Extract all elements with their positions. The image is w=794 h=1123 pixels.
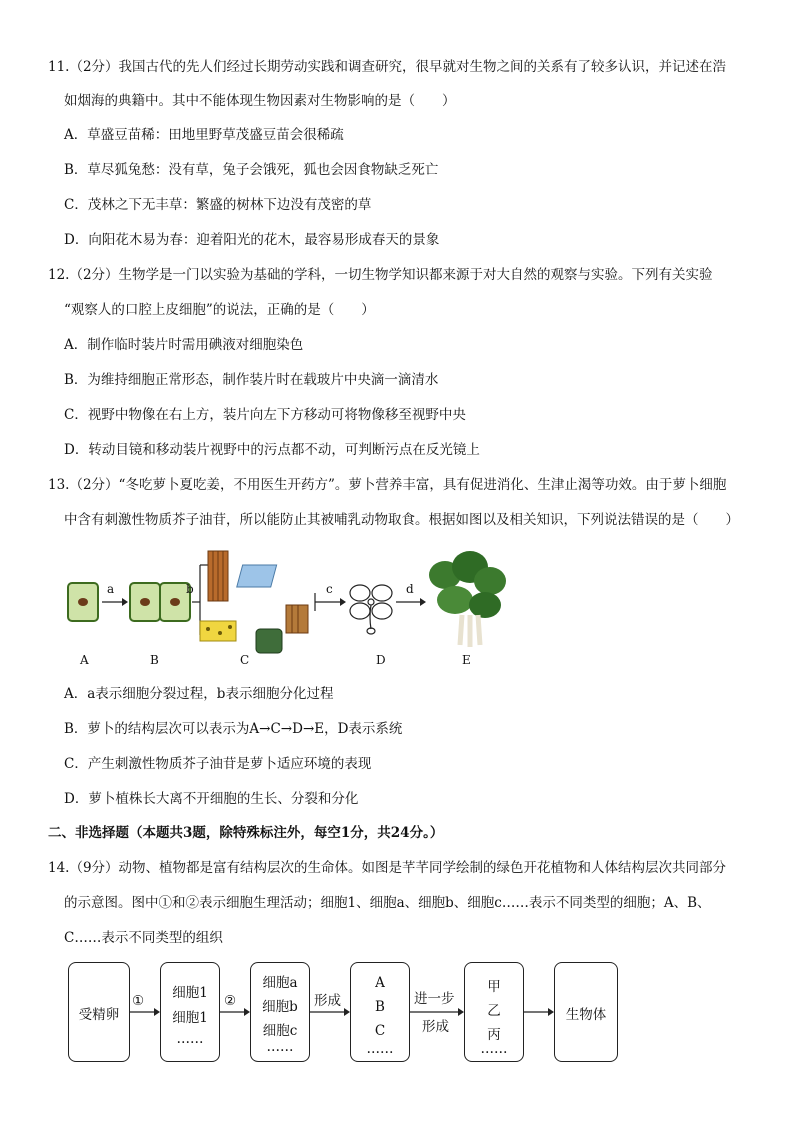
q11-option-a: A．草盛豆苗稀：田地里野草茂盛豆苗会很稀疏 <box>64 127 344 143</box>
q12-stem-line1: 12.（2分）生物学是一门以实验为基础的学科，一切生物学知识都来源于对大自然的观察与实验。下列有关实验 <box>48 267 713 283</box>
box-cells-abc-line2: 细胞b <box>262 999 298 1015</box>
figure-label-e: E <box>462 653 471 667</box>
figure-label-d: D <box>376 653 386 667</box>
flower-d-illustration <box>350 585 392 634</box>
q12-stem-line2: “观察人的口腔上皮细胞”的说法，正确的是（ ） <box>64 302 375 318</box>
cell-b-illustration <box>130 583 190 621</box>
arrow-2-label: ② <box>224 993 237 1009</box>
arrow-1-label: ① <box>132 993 145 1009</box>
box-organs-line1: 甲 <box>487 979 501 995</box>
cell-a-illustration <box>68 583 98 621</box>
q13-option-d: D．萝卜植株长大离不开细胞的生长、分裂和分化 <box>64 791 359 807</box>
diagram-arrows <box>66 960 626 1070</box>
q11-stem-line1: 11.（2分）我国古代的先人们经过长期劳动实践和调查研究，很早就对生物之间的关系有了较多认识，并记述在浩 <box>48 59 727 75</box>
arrow-a-head <box>122 598 128 606</box>
box-cells-abc-line3: 细胞c <box>262 1023 298 1039</box>
q12-option-b: B．为维持细胞正常形态，制作装片时在载玻片中央滴一滴清水 <box>64 372 439 388</box>
box-tissues-line4: …… <box>366 1041 394 1057</box>
figure-label-b: B <box>150 653 159 667</box>
box-fertilized-egg <box>68 962 130 1062</box>
box-organism-label: 生物体 <box>565 1007 607 1023</box>
q14-stem-line2: 的示意图。图中①和②表示细胞生理活动；细胞1、细胞a、细胞b、细胞c……表示不同类型的细胞；A、B、 <box>64 895 711 911</box>
q13-stem-line2: 中含有刺激性物质芥子油苷，所以能防止其被哺乳动物取食。根据如图以及相关知识，下列说法错误的是（ ） <box>64 512 739 528</box>
box-organs-line3: 丙 <box>487 1027 501 1043</box>
figure-label-a: A <box>80 653 89 667</box>
box-fertilized-egg-label: 受精卵 <box>78 1007 120 1023</box>
q14-stem-line3: C……表示不同类型的组织 <box>64 930 223 946</box>
arrow-b-label: b <box>186 582 194 596</box>
q11-option-c: C．茂林之下无丰草：繁盛的树林下边没有茂密的草 <box>64 197 372 213</box>
box-tissues <box>350 962 410 1062</box>
q13-option-b: B．萝卜的结构层次可以表示为A→C→D→E，D表示系统 <box>64 721 403 737</box>
q12-option-a: A．制作临时装片时需用碘液对细胞染色 <box>64 337 304 353</box>
arrow-3-label: 形成 <box>314 993 341 1009</box>
q13-option-c: C．产生刺激性物质芥子油苷是萝卜适应环境的表现 <box>64 756 372 772</box>
radish-structure-figure <box>60 545 530 670</box>
arrow-4-label-line1: 进一步 <box>414 991 455 1007</box>
figure-label-c: C <box>240 653 250 667</box>
q11-option-d: D．向阳花木易为春：迎着阳光的花木，最容易形成春天的景象 <box>64 232 440 248</box>
q13-option-a: A．a表示细胞分裂过程，b表示细胞分化过程 <box>64 686 334 702</box>
box-cells-abc-line1: 细胞a <box>262 975 298 991</box>
box-cells-abc-line4: …… <box>266 1039 294 1055</box>
q11-option-b: B．草尽狐兔愁：没有草，兔子会饿死，狐也会因食物缺乏死亡 <box>64 162 439 178</box>
box-cells-1-line2: 细胞1 <box>172 1010 208 1026</box>
q12-option-c: C．视野中物像在右上方，装片向左下方移动可将物像移至视野中央 <box>64 407 466 423</box>
box-tissues-line1: A <box>375 975 385 991</box>
box-cells-1 <box>160 962 220 1062</box>
box-organs-line4: …… <box>480 1041 508 1057</box>
q11-stem-line2: 如烟海的典籍中。其中不能体现生物因素对生物影响的是（ ） <box>64 93 456 109</box>
arrow-4-label-line2: 形成 <box>422 1019 449 1035</box>
arrow-c-label: c <box>326 582 333 596</box>
box-tissues-line3: C <box>374 1023 386 1039</box>
q14-stem-line1: 14.（9分）动物、植物都是富有结构层次的生命体。如图是芊芊同学绘制的绿色开花植物和人体结构层次共同部分 <box>48 860 727 876</box>
tissue-c-illustration <box>200 551 308 653</box>
box-organs <box>464 962 524 1062</box>
box-tissues-line2: B <box>375 999 385 1015</box>
arrow-a-label: a <box>107 582 115 596</box>
box-cells-abc <box>250 962 310 1062</box>
q13-stem-line1: 13.（2分）“冬吃萝卜夏吃姜，不用医生开药方”。萝卜营养丰富，具有促进消化、生津止渴等功效。由于萝卜细胞 <box>48 477 727 493</box>
box-organs-line2: 乙 <box>487 1003 501 1019</box>
structure-level-diagram <box>66 960 626 1070</box>
box-organism <box>554 962 618 1062</box>
section-2-title: 二、非选择题（本题共3题，除特殊标注外，每空1分，共24分。） <box>48 825 444 841</box>
q12-option-d: D．转动目镜和移动装片视野中的污点都不动，可判断污点在反光镜上 <box>64 442 480 458</box>
radish-plant-e-illustration <box>429 551 506 647</box>
box-cells-1-line1: 细胞1 <box>172 985 208 1001</box>
arrow-d-label: d <box>406 582 414 596</box>
box-cells-1-line3: …… <box>176 1031 204 1047</box>
